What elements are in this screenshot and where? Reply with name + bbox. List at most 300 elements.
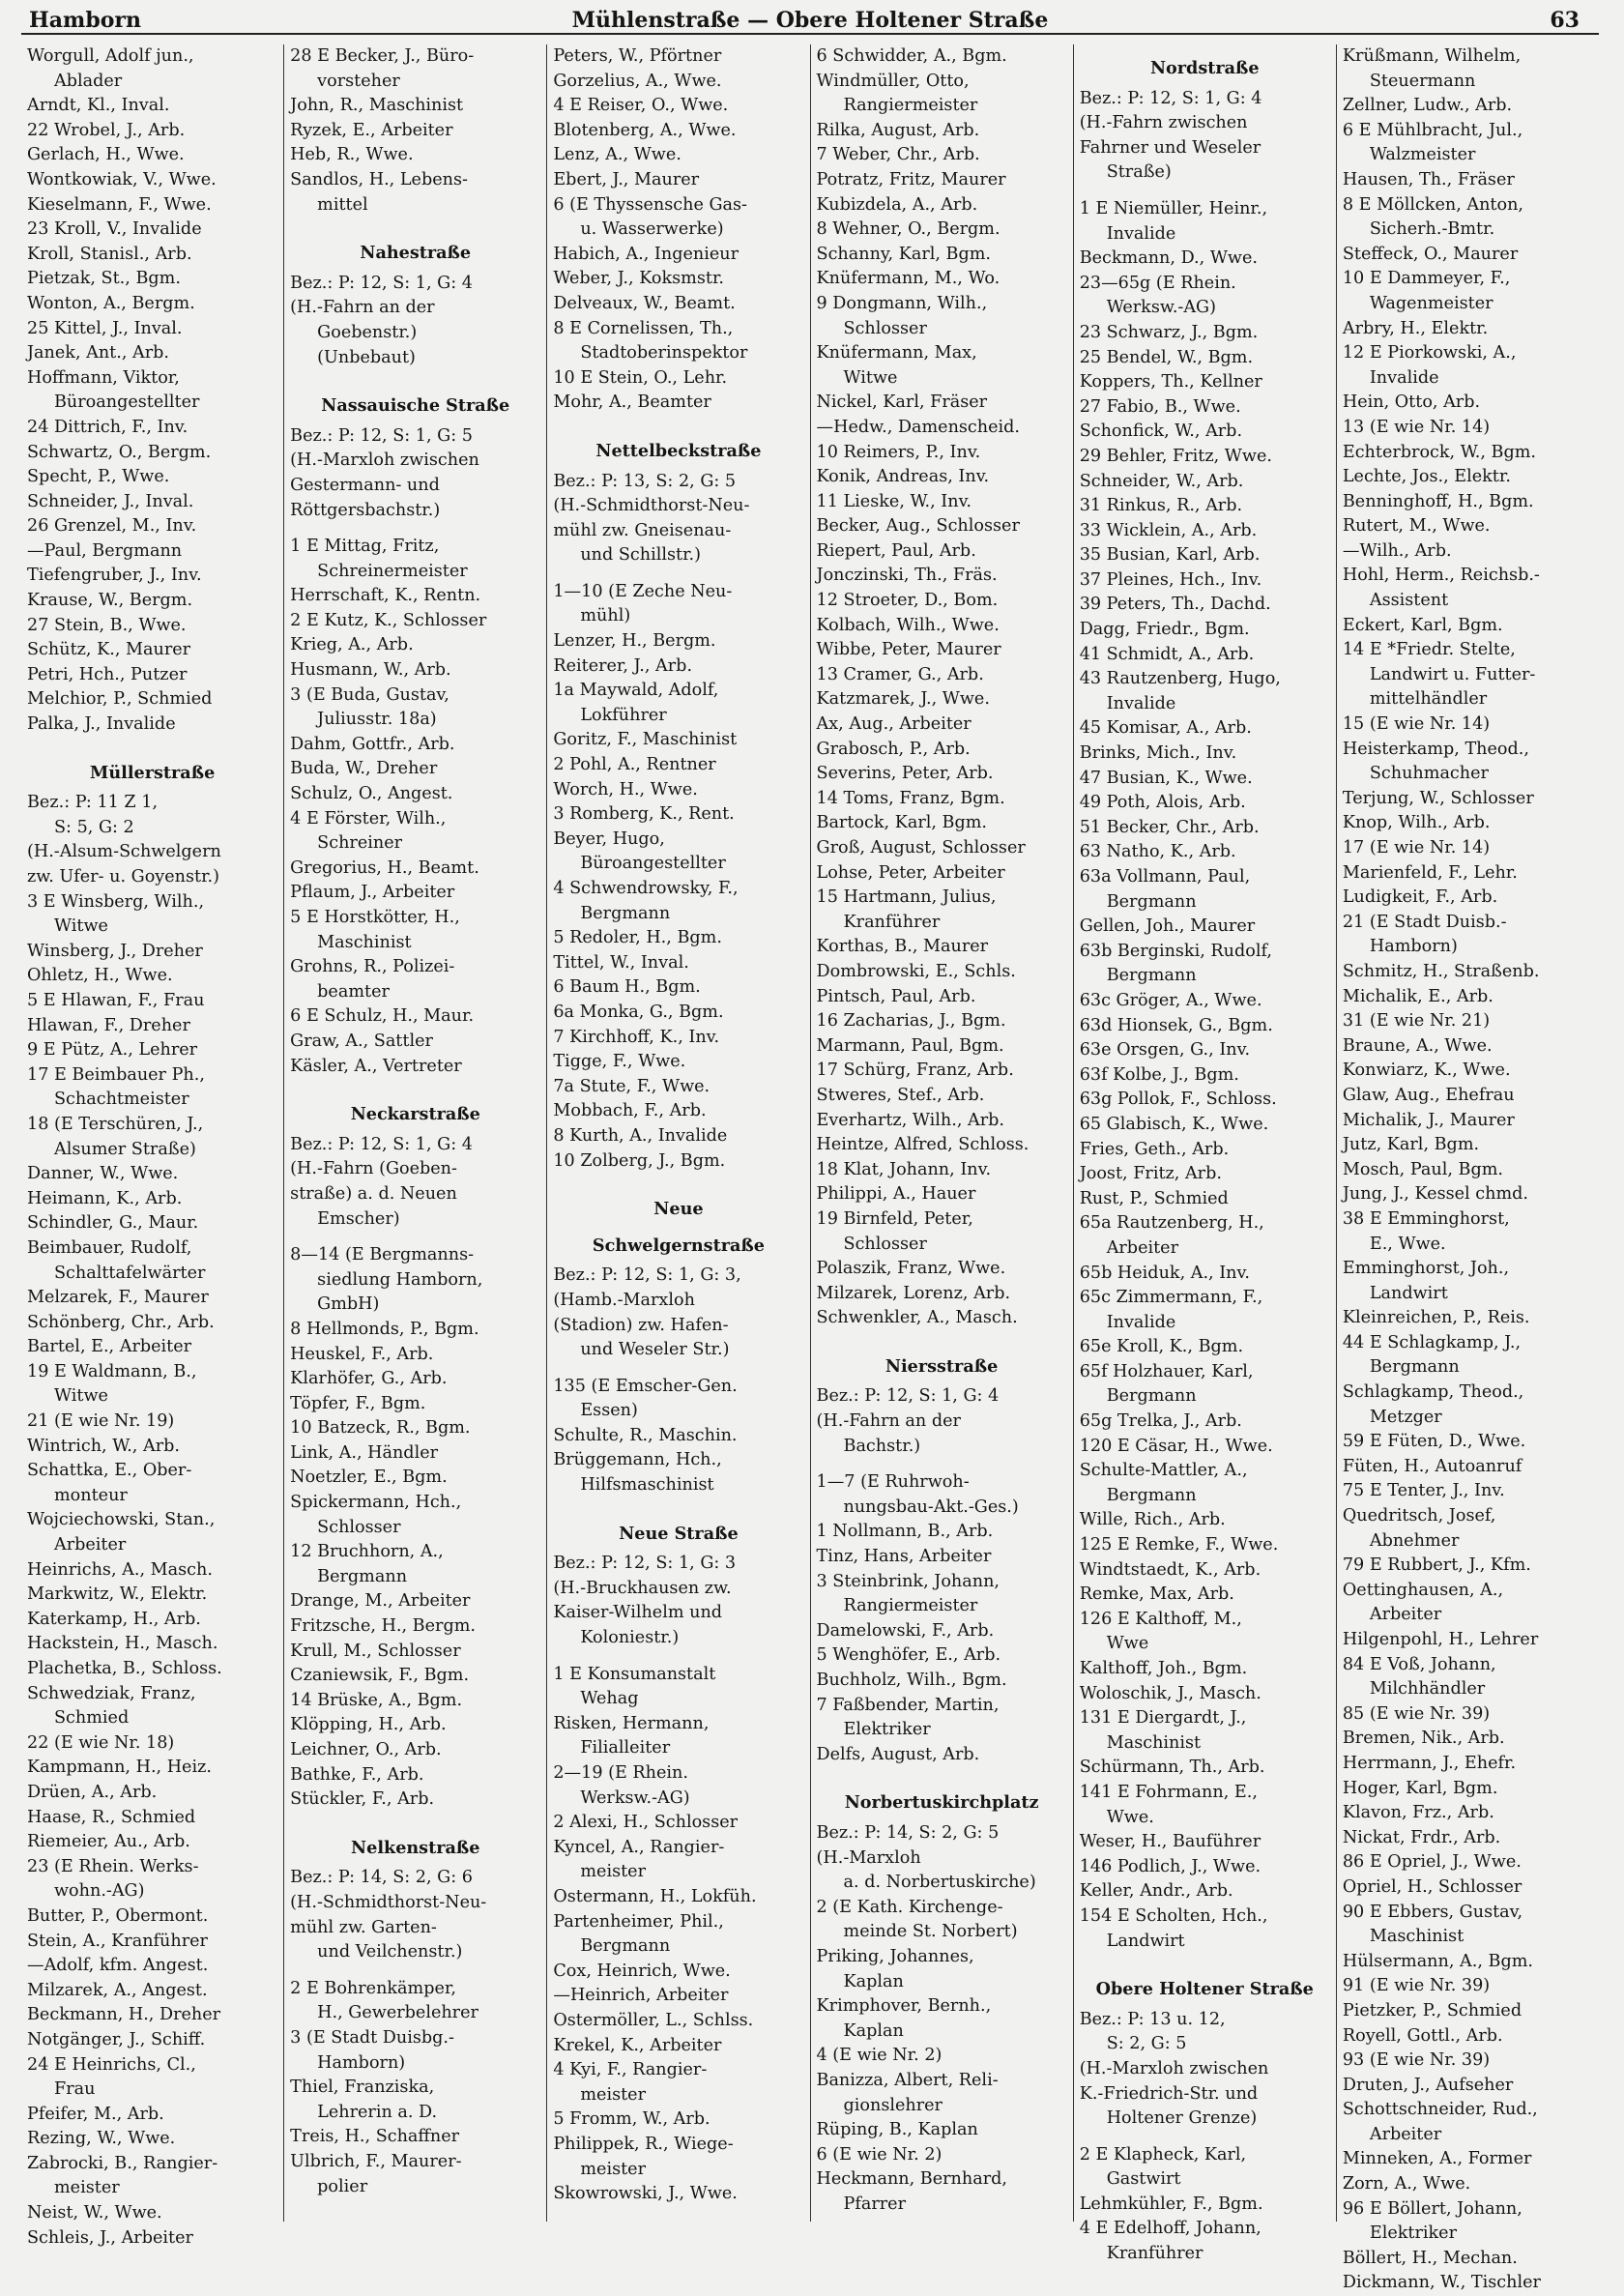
directory-entry: Dombrowski, E., Schls. [816,961,1016,981]
directory-entry: Klöpping, H., Arb. [290,1715,447,1735]
directory-entry: 3 (E Buda, Gustav, [290,684,450,705]
directory-entry: Gestermann- und [290,475,440,495]
directory-entry: Reiterer, J., Arb. [553,655,693,676]
directory-entry: 1a Maywald, Adolf, [553,681,719,701]
entry-continuation: Schalttafelwärter [54,1263,206,1283]
entry-continuation: Bachstr.) [843,1436,921,1456]
entry-continuation: Hilfsmaschinist [580,1475,714,1496]
directory-entry: (H.-Fahrn zwischen [1079,113,1248,133]
entry-continuation: Ablader [54,71,123,91]
column-4 [811,44,1074,2222]
blank-line [553,416,803,427]
directory-entry: Habich, A., Ingenieur [553,244,739,264]
directory-entry: Leichner, O., Arb. [290,1740,442,1759]
directory-entry: Rust, P., Schmied [1079,1188,1229,1208]
directory-entry: Herrmann, J., Ehefr. [1342,1753,1517,1773]
directory-entry: Krimphover, Bernh., [816,1996,992,2017]
entry-continuation: Metzger [1369,1407,1442,1427]
directory-entry: Ohletz, H., Wwe. [27,966,173,986]
directory-entry: Heisterkamp, Theod., [1342,739,1529,759]
entry-continuation: Arbeiter [54,1535,127,1555]
entry-continuation: Schlosser [843,1234,927,1254]
directory-entry: 3 E Winsberg, Wilh., [27,891,205,912]
entry-continuation: Goebenstr.) [317,322,418,342]
directory-entry: 15 Hartmann, Julius, [816,887,997,908]
directory-entry: 31 (E wie Nr. 21) [1342,1011,1491,1032]
directory-entry: 23—65g (E Rhein. [1079,273,1236,293]
directory-entry: 3 Steinbrink, Johann, [816,1571,1000,1591]
directory-entry: Fritzsche, H., Bergm. [290,1616,476,1637]
directory-entry: 4 E Reiser, O., Wwe. [553,96,729,116]
entry-continuation: Steuermann [1369,71,1476,91]
entry-continuation: Kranführer [843,912,941,932]
directory-entry: Schulte-Mattler, A., [1079,1461,1248,1481]
directory-entry: 22 (E wie Nr. 18) [27,1732,175,1753]
directory-entry: Terjung, W., Schlosser [1342,788,1534,808]
directory-entry: 7 Kirchhoff, K., Inv. [553,1027,720,1047]
entry-continuation: Witwe [843,367,898,388]
blank-line [1080,186,1330,197]
directory-entry: (H.-Bruckhausen zw. [553,1578,732,1598]
entry-continuation: gionslehrer [843,2095,942,2115]
street-heading: Norbertuskirchplatz [844,1792,1039,1814]
directory-entry: Eckert, Karl, Bgm. [1342,615,1503,635]
directory-entry: 2 E Bohrenkämper, [290,1978,456,1998]
entry-continuation: polier [317,2176,368,2196]
entry-continuation: und Schillstr.) [580,545,702,566]
entry-continuation: Wehag [580,1689,639,1709]
entry-continuation: Maschinist [1106,1732,1202,1753]
directory-entry: Danner, W., Wwe. [27,1164,179,1184]
directory-entry: Delveaux, W., Beamt. [553,293,736,313]
directory-entry: 19 E Waldmann, B., [27,1361,197,1381]
directory-entry: Jung, J., Kessel chmd. [1342,1184,1528,1205]
directory-entry: Bez.: P: 12, S: 1, G: 3 [553,1554,737,1574]
directory-entry: Woloschik, J., Masch. [1079,1683,1262,1703]
directory-entry: Everhartz, Wilh., Arb. [816,1110,1004,1130]
column-3 [547,44,810,2222]
directory-entry: 9 E Pütz, A., Lehrer [27,1040,198,1061]
directory-entry: Neist, W., Wwe. [27,2203,162,2223]
directory-entry: Butter, P., Obermont. [27,1905,209,1926]
directory-entry: Partenheimer, Phil., [553,1911,724,1932]
directory-entry: 8 Wehner, O., Bergm. [816,219,1000,240]
directory-entry: 4 E Förster, Wilh., [290,808,447,828]
directory-entry: 65a Rautzenberg, H., [1079,1213,1264,1234]
directory-entry: Jonczinski, Th., Fräs. [816,566,998,586]
directory-entry: 75 E Tenter, J., Inv. [1342,1481,1505,1501]
entry-continuation: Pfarrer [843,2194,906,2214]
directory-entry: Schlagkamp, Theod., [1342,1382,1524,1403]
directory-entry: Risken, Hermann, [553,1713,710,1733]
directory-entry: Marienfeld, F., Lehr. [1342,862,1518,883]
directory-entry: Kyncel, A., Rangier- [553,1837,725,1857]
entry-continuation: Essen) [580,1401,638,1421]
directory-entry: Schottschneider, Rud., [1342,2100,1538,2120]
directory-entry: 31 Rinkus, R., Arb. [1079,496,1243,516]
directory-entry: Severins, Peter, Arb. [816,764,994,784]
directory-entry: (H.-Marxloh [816,1847,921,1868]
entry-continuation: meinde St. Norbert) [843,1922,1018,1942]
header-city: Hamborn [29,8,141,33]
directory-entry: Treis, H., Schaffner [290,2127,460,2147]
entry-continuation: Hamborn) [1369,937,1458,957]
directory-entry: (H.-Fahrn (Goeben- [290,1159,457,1179]
entry-continuation: und Weseler Str.) [580,1340,730,1360]
directory-entry: Ostermann, H., Lokfüh. [553,1886,757,1906]
entry-continuation: meister [580,2159,646,2179]
directory-entry: Hohl, Herm., Reichsb.- [1342,566,1540,586]
directory-entry: Heintze, Alfred, Schloss. [816,1135,1030,1155]
directory-entry: 17 Schürg, Franz, Arb. [816,1061,1014,1081]
blank-line [290,523,540,535]
directory-entry: Fries, Geth., Arb. [1079,1139,1230,1159]
directory-entry: 63a Vollmann, Paul, [1079,867,1251,886]
directory-entry: Milzarek, Lorenz, Arb. [816,1283,1011,1303]
directory-entry: 10 E Stein, O., Lehr. [553,367,728,388]
directory-entry: Melchior, P., Schmied [27,689,213,710]
directory-entry: Keller, Andr., Arb. [1079,1881,1233,1902]
directory-entry: Dahm, Gottfr., Arb. [290,734,455,754]
directory-entry: Wontkowiak, V., Wwe. [27,169,217,189]
directory-entry: 154 E Scholten, Hch., [1079,1905,1268,1926]
directory-entry: 6 E Schulz, H., Maur. [290,1006,475,1027]
directory-entry: Heckmann, Bernhard, [816,2169,1007,2190]
directory-entry: Minneken, A., Former [1342,2149,1532,2169]
directory-entry: Groß, August, Schlosser [816,838,1026,857]
entry-continuation: mühl) [580,606,631,626]
directory-entry: Weber, J., Koksmstr. [553,269,725,289]
directory-entry: 10 Reimers, P., Inv. [816,442,981,462]
directory-entry: Mosch, Paul, Bgm. [1342,1159,1504,1179]
directory-entry: zw. Ufer- u. Goyenstr.) [27,867,220,886]
blank-line [290,1232,540,1243]
column-6 [1337,44,1599,2293]
directory-entry: 126 E Kalthoff, M., [1079,1609,1242,1629]
directory-entry: 5 Redoler, H., Bgm. [553,928,722,948]
directory-entry: 2—19 (E Rhein. [553,1763,688,1783]
directory-entry: 2 E Klapheck, Karl, [1079,2144,1247,2165]
street-heading: Nassauische Straße [321,395,510,417]
directory-entry: 5 E Hlawan, F., Frau [27,990,205,1010]
directory-entry: Gorzelius, A., Wwe. [553,71,722,91]
street-heading: Neue Straße [619,1523,739,1544]
entry-continuation: Frau [54,2079,96,2100]
entry-continuation: Wagenmeister [1369,293,1494,313]
entry-continuation: Arbeiter [1369,1605,1442,1625]
entry-continuation: Kranführer [1106,2244,1204,2264]
street-heading: Niersstraße [884,1355,999,1377]
blank-line [290,1813,540,1824]
entry-continuation: GmbH) [317,1294,380,1315]
blank-line [290,370,540,382]
directory-entry: Ulbrich, F., Maurer- [290,2151,462,2171]
directory-entry: Bez.: P: 12, S: 1, G: 4 [290,273,473,293]
directory-entry: Knop, Wilh., Arb. [1342,813,1491,833]
directory-entry: 3 (E Stadt Duisbg.- [290,2027,454,2048]
directory-entry: 65c Zimmermann, F., [1079,1288,1263,1308]
directory-entry: Wonton, A., Bergm. [27,293,195,313]
directory-entry: Goritz, F., Maschinist [553,730,738,750]
directory-entry: Bremen, Nik., Arb. [1342,1729,1505,1749]
directory-entry: Bez.: P: 12, S: 1, G: 5 [290,425,473,446]
directory-entry: 23 Kroll, V., Invalide [27,219,202,240]
directory-entry: Knüfermann, M., Wo. [816,269,1000,289]
entry-continuation: beamter [317,981,390,1002]
directory-entry: Winsberg, J., Dreher [27,941,203,961]
directory-entry: Mohr, A., Beamter [553,392,711,413]
directory-entry: Wojciechowski, Stan., [27,1510,216,1530]
directory-entry: 15 (E wie Nr. 14) [1342,714,1491,735]
directory-entry: 131 E Diergardt, J., [1079,1708,1247,1729]
entry-continuation: Holtener Grenze) [1106,2108,1258,2129]
directory-entry: Melzarek, F., Maurer [27,1288,209,1308]
directory-entry: 11 Lieske, W., Inv. [816,491,972,511]
directory-entry: 120 E Cäsar, H., Wwe. [1079,1436,1273,1456]
directory-entry: Pietzker, P., Schmied [1342,2000,1522,2020]
directory-entry: 6 (E Thyssensche Gas- [553,194,747,215]
directory-entry: Bez.: P: 12, S: 1, G: 4 [290,1134,473,1154]
directory-entry: 1 E Niemüller, Heinr., [1079,198,1268,218]
entry-continuation: monteur [54,1485,128,1505]
street-heading: Obere Holtener Straße [1095,1979,1314,2000]
directory-entry: Grohns, R., Polizei- [290,957,455,977]
directory-entry: 63e Orsgen, G., Inv. [1079,1040,1251,1061]
directory-entry: 18 (E Terschüren, J., [27,1114,204,1134]
directory-entry: —Wilh., Arb. [1342,540,1452,561]
directory-entry: Michalik, E., Arb. [1342,986,1494,1006]
entry-continuation: nungsbau-Akt.-Ges.) [843,1497,1019,1517]
directory-entry: 125 E Remke, F., Wwe. [1079,1535,1279,1555]
directory-entry: Schonfick, W., Arb. [1079,421,1243,442]
directory-entry: (H.-Fahrn an der [816,1411,961,1432]
entry-continuation: wohn.-AG) [54,1881,145,1902]
directory-entry: Opriel, H., Schlosser [1342,1876,1522,1897]
entry-continuation: Schreiner [317,833,403,854]
directory-entry: (H.-Alsum-Schwelgern [27,842,221,862]
entry-continuation: Invalide [1369,367,1439,388]
column-5 [1074,44,1337,2264]
directory-entry: Philippek, R., Wiege- [553,2134,734,2154]
directory-entry: Janek, Ant., Arb. [27,343,169,363]
directory-entry: 5 Wenghöfer, E., Arb. [816,1645,1001,1666]
entry-continuation: Lehrerin a. D. [317,2102,438,2122]
entry-continuation: S: 5, G: 2 [54,817,134,837]
directory-entry: 91 (E wie Nr. 39) [1342,1976,1491,1996]
directory-entry: Bez.: P: 13 u. 12, [1079,2009,1226,2029]
directory-entry: mühl zw. Gneisenau- [553,520,732,540]
directory-entry: Gregorius, H., Beamt. [290,857,479,878]
directory-entry: Plachetka, B., Schloss. [27,1659,222,1678]
directory-entry: Beyer, Hugo, [553,828,665,849]
directory-entry: Herrschaft, K., Rentn. [290,586,481,606]
directory-entry: Dickmann, W., Tischler [1342,2273,1541,2293]
directory-entry: Graw, A., Sattler [290,1031,433,1051]
directory-entry: Schönberg, Chr., Arb. [27,1312,215,1332]
directory-entry: Husmann, W., Arb. [290,660,451,681]
directory-entry: Korthas, B., Maurer [816,937,989,957]
directory-entry: 17 E Beimbauer Ph., [27,1064,205,1085]
directory-entry: 63c Gröger, A., Wwe. [1079,990,1262,1010]
entry-continuation: Lokführer [580,705,667,725]
directory-entry: Specht, P., Wwe. [27,467,170,487]
directory-entry: 63b Berginski, Rudolf, [1079,941,1272,961]
directory-entry: Heuskel, F., Arb. [290,1344,434,1364]
entry-continuation: Schuhmacher [1369,764,1489,784]
street-heading: Nelkenstraße [351,1837,480,1858]
directory-entry: Worgull, Adolf jun., [27,46,194,66]
directory-entry: Kroll, Stanisl., Arb. [27,244,192,264]
directory-entry: 141 E Fohrmann, E., [1079,1782,1258,1802]
directory-entry: Schwedziak, Franz, [27,1683,196,1703]
street-heading: Neue [653,1199,704,1220]
directory-entry: 84 E Voß, Johann, [1342,1654,1496,1674]
directory-entry: Rutert, M., Wwe. [1342,516,1491,537]
directory-entry: 6 Baum H., Bgm. [553,977,701,998]
directory-entry: 26 Grenzel, M., Inv. [27,516,197,537]
directory-entry: Sandlos, H., Lebens- [290,169,468,189]
directory-entry: Hein, Otto, Arb. [1342,392,1481,413]
entry-continuation: Invalide [1106,223,1176,244]
header-street-range: Mühlenstraße — Obere Holtener Straße [571,8,1049,33]
directory-entry: mühl zw. Garten- [290,1917,437,1937]
directory-entry: Hoffmann, Viktor, [27,367,180,388]
directory-entry: Fahrner und Weseler [1079,137,1262,158]
blank-line [817,1767,1067,1779]
directory-entry: 4 Kyi, F., Rangier- [553,2060,708,2080]
entry-continuation: H., Gewerbelehrer [317,2003,478,2023]
blank-line [1080,2132,1330,2143]
directory-entry: —Paul, Bergmann [27,540,183,561]
directory-entry: 10 Batzeck, R., Bgm. [290,1418,471,1439]
directory-entry: 14 E *Friedr. Stelte, [1342,640,1516,660]
directory-entry: Polaszik, Franz, Wwe. [816,1259,1006,1279]
entry-continuation: siedlung Hamborn, [317,1269,483,1290]
directory-entry: 47 Busian, K., Wwe. [1079,768,1253,788]
directory-entry: —Hedw., Damenscheid. [816,417,1021,437]
directory-entry: (H.-Fahrn an der [290,298,435,318]
street-heading: Schwelgernstraße [592,1235,765,1256]
directory-entry: 63d Hionsek, G., Bgm. [1079,1015,1273,1035]
directory-entry: Kolbach, Wilh., Wwe. [816,615,1000,635]
directory-entry: 96 E Böllert, Johann, [1342,2198,1522,2219]
directory-entry: 1 E Mittag, Fritz, [290,537,440,557]
directory-entry: Czaniewsik, F., Bgm. [290,1666,470,1686]
directory-entry: Skowrowski, J., Wwe. [553,2184,738,2204]
entry-continuation: Straße) [1106,162,1172,183]
directory-entry: 29 Behler, Fritz, Wwe. [1079,446,1272,466]
directory-entry: Delfs, August, Arb. [816,1744,980,1764]
column-1 [21,44,284,2248]
directory-entry: 8 Kurth, A., Invalide [553,1125,728,1146]
directory-entry: Gellen, Joh., Maurer [1079,916,1256,937]
directory-entry: 63f Kolbe, J., Bgm. [1079,1064,1239,1085]
entry-continuation: Invalide [1106,693,1176,713]
directory-entry: Schulz, O., Angest. [290,784,453,804]
directory-entry: Glaw, Aug., Ehefrau [1342,1085,1515,1105]
directory-entry: 33 Wicklein, A., Arb. [1079,520,1258,540]
directory-entry: 65 Glabisch, K., Wwe. [1079,1114,1269,1134]
entry-continuation: Kaplan [843,2020,904,2041]
directory-entry: Schulte, R., Maschin. [553,1425,738,1445]
directory-entry: Zabrocki, B., Rangier- [27,2153,218,2173]
directory-entry: Heinrichs, A., Masch. [27,1559,213,1580]
blank-line [290,1079,540,1090]
directory-entry: Braune, A., Wwe. [1342,1035,1493,1056]
directory-entry: 28 E Becker, J., Büro- [290,46,475,66]
directory-entry: Damelowski, F., Arb. [816,1620,995,1641]
directory-entry: 65g Trelka, J., Arb. [1079,1411,1242,1432]
directory-entry: Spickermann, Hch., [290,1493,462,1513]
directory-entry: 21 (E Stadt Duisb.- [1342,912,1507,932]
directory-entry: straße) a. d. Neuen [290,1183,457,1204]
directory-entry: Arndt, Kl., Inval. [27,96,170,116]
directory-entry: (H.-Schmidthorst-Neu- [290,1892,487,1912]
directory-entry: Bez.: P: 11 Z 1, [27,793,159,813]
directory-entry: 7 Weber, Chr., Arb. [816,145,980,165]
directory-entry: Konwiarz, K., Wwe. [1342,1061,1511,1081]
entry-continuation: Alsumer Straße) [54,1139,196,1159]
directory-entry: 2 (E Kath. Kirchenge- [816,1897,1003,1917]
directory-entry: Druten, J., Aufseher [1342,2075,1514,2095]
blank-line [553,1651,803,1663]
directory-entry: 25 Bendel, W., Bgm. [1079,347,1254,367]
directory-entry: 6 Schwidder, A., Bgm. [816,46,1007,66]
directory-entry: Zellner, Ludw., Arb. [1342,96,1513,116]
directory-entry: 6a Monka, G., Bgm. [553,1002,724,1022]
directory-entry: Röttgersbachstr.) [290,500,441,520]
directory-entry: Wintrich, W., Arb. [27,1436,180,1456]
directory-entry: Stweres, Stef., Arb. [816,1085,985,1105]
directory-entry: Petri, Hch., Putzer [27,664,188,684]
directory-entry: Kubizdela, A., Arb. [816,194,978,215]
directory-entry: Riemeier, Au., Arb. [27,1832,190,1852]
blank-line [553,1498,803,1510]
directory-entry: Oettinghausen, A., [1342,1580,1504,1600]
directory-entry: Ebert, J., Maurer [553,169,700,189]
directory-entry: Link, A., Händler [290,1442,439,1463]
directory-entry: 18 Klat, Johann, Inv. [816,1159,992,1179]
entry-continuation: mittel [317,194,368,215]
entry-continuation: mittelhändler [1369,689,1488,710]
directory-entry: 5 Fromm, W., Arb. [553,2109,710,2130]
directory-entry: Windtstaedt, K., Arb. [1079,1559,1262,1580]
entry-continuation: Witwe [54,916,108,937]
entry-continuation: Schlosser [843,318,927,338]
directory-entry: K.-Friedrich-Str. und [1079,2083,1259,2104]
entry-continuation: Büroangestellter [580,854,726,874]
directory-entry: Bez.: P: 12, S: 1, G: 3, [553,1265,741,1286]
directory-entry: Schattka, E., Ober- [27,1461,192,1481]
directory-entry: Jutz, Karl, Bgm. [1342,1135,1480,1155]
directory-entry: Buchholz, Wilh., Bgm. [816,1671,1007,1690]
directory-entry: Klarhöfer, G., Arb. [290,1369,448,1389]
directory-entry: Krause, W., Bergm. [27,591,193,611]
directory-entry: Kleinreichen, P., Reis. [1342,1308,1530,1328]
entry-continuation: Bergmann [1106,966,1197,986]
directory-entry: 35 Busian, Karl, Arb. [1079,545,1261,566]
directory-entry: Dagg, Friedr., Bgm. [1079,620,1250,640]
entry-continuation: Schmied [54,1708,130,1729]
entry-continuation: Gastwirt [1106,2169,1181,2190]
directory-entry: 93 (E wie Nr. 39) [1342,2050,1491,2071]
blank-line [290,218,540,229]
directory-entry: 39 Peters, Th., Dachd. [1079,595,1271,615]
directory-entry: 12 Bruchhorn, A., [290,1542,444,1562]
directory-entry: 13 (E wie Nr. 14) [1342,417,1491,437]
street-heading: Müllerstraße [89,762,216,783]
entry-continuation: Witwe [54,1386,108,1407]
